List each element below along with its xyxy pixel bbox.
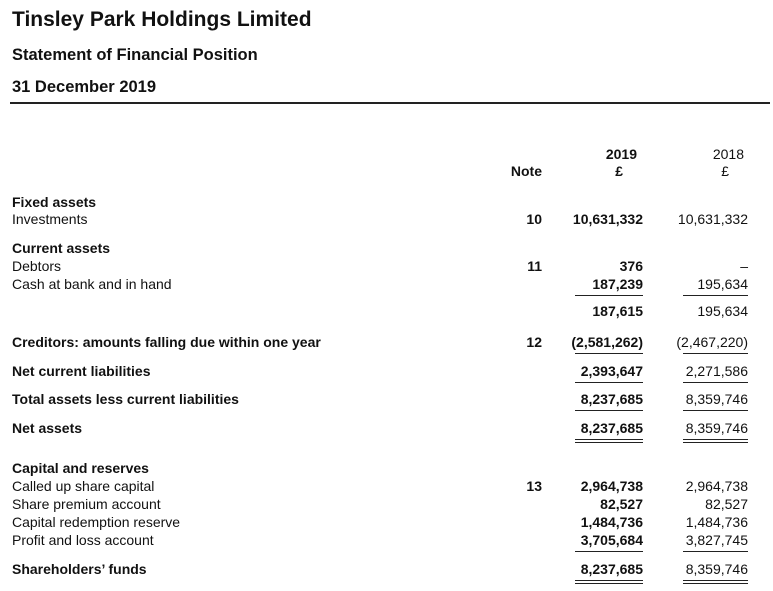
statement-row xyxy=(0,513,773,531)
row-label: Called up share capital xyxy=(12,478,155,494)
value-2019: 376 xyxy=(619,258,643,274)
statement-row xyxy=(0,210,773,228)
value-2018: 2,271,586 xyxy=(685,363,748,379)
row-label: Fixed assets xyxy=(12,194,97,210)
year-2018-header: 2018 xyxy=(712,146,744,162)
currency-2018-header: £ xyxy=(721,163,729,179)
statement-row xyxy=(0,362,773,380)
underline-2019 xyxy=(575,382,643,383)
statement-row xyxy=(0,302,773,320)
double-underline-2019 xyxy=(575,439,643,443)
row-label: Share premium account xyxy=(12,496,161,512)
row-label: Profit and loss account xyxy=(12,532,154,548)
value-2019: (2,581,262) xyxy=(571,334,643,350)
value-2018: 8,359,746 xyxy=(685,420,748,436)
row-label: Capital and reserves xyxy=(12,460,149,476)
value-2018: 2,964,738 xyxy=(685,478,748,494)
value-2018: 8,359,746 xyxy=(685,391,748,407)
underline-2019 xyxy=(575,551,643,552)
row-label: Cash at bank and in hand xyxy=(12,276,172,292)
value-2018: 195,634 xyxy=(697,303,748,319)
value-2019: 1,484,736 xyxy=(580,514,643,530)
double-underline-2019 xyxy=(575,580,643,584)
statement-row xyxy=(0,390,773,408)
statement-row xyxy=(0,193,773,211)
double-underline-2018 xyxy=(683,439,748,443)
row-label: Total assets less current liabilities xyxy=(12,391,239,407)
statement-row xyxy=(0,531,773,549)
row-label: Investments xyxy=(12,211,88,227)
underline-2018 xyxy=(683,551,748,552)
row-label: Creditors: amounts falling due within one year xyxy=(12,334,321,350)
statement-row xyxy=(0,495,773,513)
row-label: Capital redemption reserve xyxy=(12,514,181,530)
value-2019: 10,631,332 xyxy=(572,211,643,227)
row-note: 11 xyxy=(527,258,542,274)
statement-row xyxy=(0,333,773,351)
value-2018: 82,527 xyxy=(705,496,748,512)
underline-2019 xyxy=(575,295,643,296)
value-2019: 2,964,738 xyxy=(580,478,643,494)
statement-row xyxy=(0,239,773,257)
underline-2018 xyxy=(683,410,748,411)
header-divider xyxy=(10,102,770,104)
row-note: 13 xyxy=(526,478,542,494)
value-2019: 2,393,647 xyxy=(580,363,643,379)
value-2018: – xyxy=(740,258,748,274)
value-2019: 3,705,684 xyxy=(580,532,643,548)
underline-2018 xyxy=(683,382,748,383)
underline-2019 xyxy=(575,410,643,411)
underline-2019 xyxy=(575,353,643,354)
double-underline-2018 xyxy=(683,580,748,584)
year-2019-header: 2019 xyxy=(605,146,637,162)
value-2018: 8,359,746 xyxy=(685,561,748,577)
note-column-header: Note xyxy=(510,163,542,179)
row-note: 12 xyxy=(526,334,542,350)
statement-row xyxy=(0,257,773,275)
underline-2018 xyxy=(683,353,748,354)
value-2018: (2,467,220) xyxy=(676,334,748,350)
row-note: 10 xyxy=(526,211,542,227)
value-2018: 195,634 xyxy=(697,276,748,292)
value-2019: 8,237,685 xyxy=(580,561,643,577)
underline-2018 xyxy=(683,295,748,296)
value-2019: 8,237,685 xyxy=(580,391,643,407)
value-2018: 1,484,736 xyxy=(685,514,748,530)
row-label: Debtors xyxy=(12,258,62,274)
value-2019: 187,239 xyxy=(592,276,643,292)
row-label: Current assets xyxy=(12,240,111,256)
statement-row xyxy=(0,560,773,578)
statement-date: 31 December 2019 xyxy=(12,78,157,96)
value-2019: 82,527 xyxy=(600,496,643,512)
statement-row xyxy=(0,275,773,293)
currency-2019-header: £ xyxy=(615,163,623,179)
value-2019: 8,237,685 xyxy=(580,420,643,436)
statement-row xyxy=(0,459,773,477)
value-2019: 187,615 xyxy=(592,303,643,319)
company-name: Tinsley Park Holdings Limited xyxy=(12,8,312,31)
row-label: Net assets xyxy=(12,420,83,436)
row-label: Net current liabilities xyxy=(12,363,151,379)
statement-row xyxy=(0,477,773,495)
row-label: Shareholders’ funds xyxy=(12,561,147,577)
statement-title: Statement of Financial Position xyxy=(12,46,258,64)
statement-row xyxy=(0,419,773,437)
value-2018: 3,827,745 xyxy=(685,532,748,548)
value-2018: 10,631,332 xyxy=(677,211,748,227)
